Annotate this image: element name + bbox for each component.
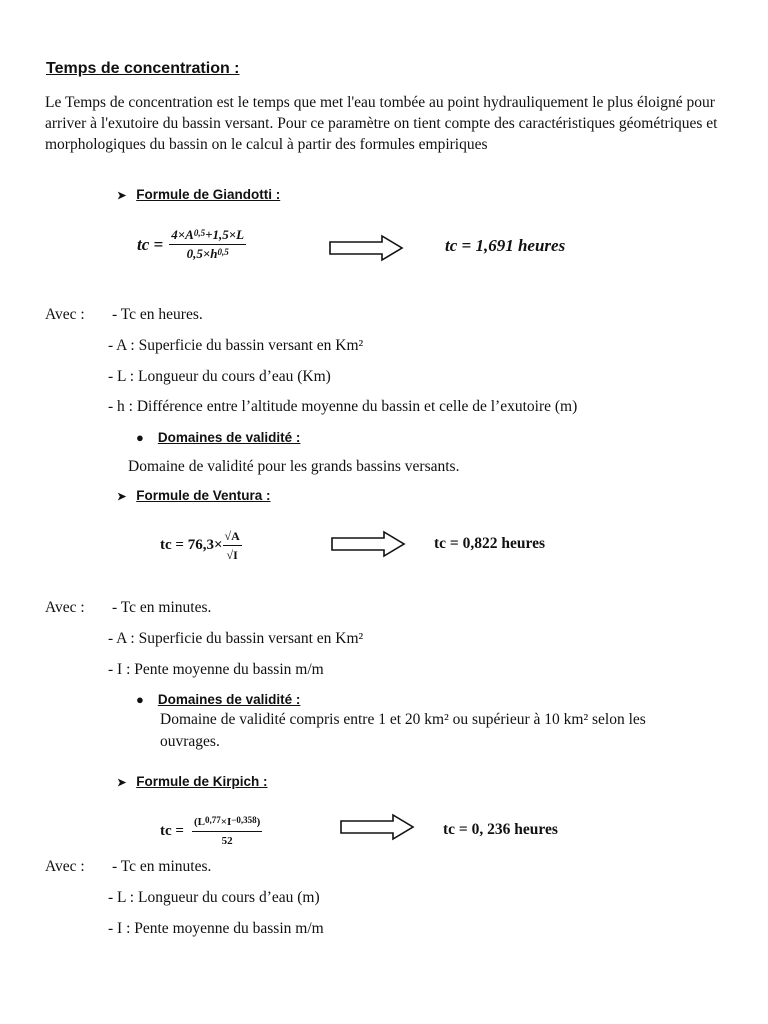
intro-paragraph: Le Temps de concentration est le temps que met l'eau tombée au point hydrauliquement le plus éloigné pour arriver à l'exutoire du bassin versant. Pour ce paramètre on tient compte des caractéristiques géométriques et morphologiques du bassin on le calcul à partir des formules empiriques [45, 94, 718, 153]
ventura-formula [160, 528, 242, 563]
ventura-validity-heading: ● Domaines de validité : [136, 692, 301, 707]
page-title: Temps de concentration : [46, 60, 240, 77]
giandotti-avec: Avec : [45, 306, 85, 323]
arrowhead-bullet-icon: ➤ [117, 777, 127, 789]
implies-arrow-icon [330, 530, 406, 558]
ventura-line-3: - I : Pente moyenne du bassin m/m [108, 661, 324, 678]
arrowhead-bullet-icon: ➤ [117, 190, 127, 202]
ventura-line-1: - Tc en minutes. [112, 599, 212, 616]
giandotti-line-2: - A : Superficie du bassin versant en Km² [108, 337, 364, 354]
giandotti-line-3: - L : Longueur du cours d’eau (Km) [108, 368, 331, 385]
ventura-fraction [223, 528, 242, 563]
giandotti-numerator: $4\times A^{0,5}+1,5\times L$ [169, 227, 246, 245]
giandotti-formula [137, 227, 246, 262]
giandotti-lhs: tc = [137, 234, 164, 254]
implies-arrow-icon [339, 813, 415, 841]
giandotti-fraction [169, 227, 246, 262]
giandotti-validity-heading: ● Domaines de validité : [136, 430, 301, 445]
kirpich-denominator: 52 [221, 835, 233, 847]
bullet-dot-icon: ● [136, 692, 144, 707]
giandotti-denominator: $0,5\times h^{0,5}$ [186, 246, 229, 261]
kirpich-line-2: - L : Longueur du cours d’eau (m) [108, 889, 320, 906]
arrowhead-bullet-icon: ➤ [117, 491, 127, 503]
implies-arrow-icon [328, 234, 404, 262]
ventura-denominator: √I [226, 548, 238, 562]
giandotti-validity-text: Domaine de validité pour les grands bassins versants. [128, 458, 460, 475]
ventura-line-2: - A : Superficie du bassin versant en Km² [108, 630, 364, 647]
ventura-result: tc = 0,822 heures [434, 535, 546, 552]
giandotti-result: tc = 1,691 heures [445, 236, 566, 255]
kirpich-line-1: - Tc en minutes. [112, 858, 212, 875]
ventura-validity-text-2: ouvrages. [160, 733, 220, 750]
giandotti-heading [117, 187, 280, 202]
giandotti-heading-label: Formule de Giandotti : [136, 187, 281, 202]
kirpich-formula [160, 814, 262, 849]
kirpich-avec: Avec : [45, 858, 85, 875]
kirpich-line-3: - I : Pente moyenne du bassin m/m [108, 920, 324, 937]
kirpich-heading: ➤ Formule de Kirpich : [117, 774, 268, 789]
kirpich-fraction [192, 814, 262, 849]
giandotti-line-4: - h : Différence entre l’altitude moyenne du bassin et celle de l’exutoire (m) [108, 398, 578, 415]
ventura-heading: ➤ Formule de Ventura : [117, 488, 271, 503]
kirpich-lhs: tc = [160, 823, 184, 839]
ventura-avec: Avec : [45, 599, 85, 616]
ventura-validity-text-1: Domaine de validité compris entre 1 et 20 km² ou supérieur à 10 km² selon les [160, 711, 646, 728]
ventura-numerator: √A [223, 528, 242, 546]
kirpich-numerator: $(L^{0,77}\times I^{-0,358})$ [192, 814, 262, 832]
bullet-dot-icon: ● [136, 430, 144, 445]
kirpich-result: tc = 0, 236 heures [443, 821, 558, 838]
giandotti-line-1: - Tc en heures. [112, 306, 203, 323]
ventura-lhs: tc = 76,3× [160, 537, 223, 553]
